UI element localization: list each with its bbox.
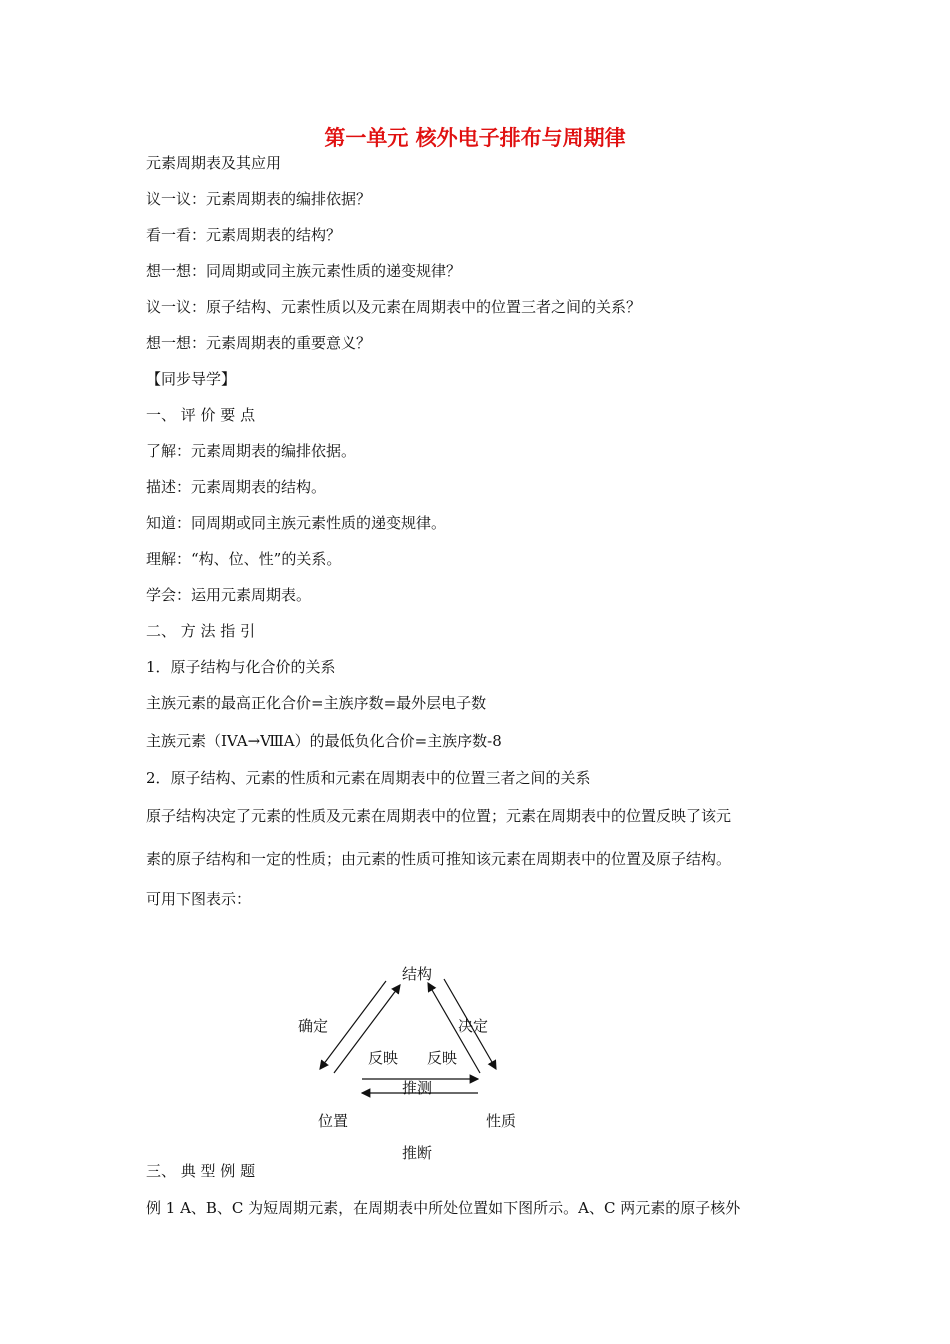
label-confirm: 确定: [298, 1017, 329, 1035]
body-line: 主族元素（IVA→ⅧA）的最低负化合价=主族序数-8: [146, 732, 502, 750]
label-structure: 结构: [402, 965, 433, 983]
objective-line: 理解：“构、位、性”的关系。: [146, 550, 342, 568]
label-infer: 推测: [402, 1079, 433, 1097]
objective-line: 知道：同周期或同主族元素性质的递变规律。: [146, 514, 447, 532]
paragraph-line: 原子结构决定了元素的性质及元素在周期表中的位置；元素在周期表中的位置反映了该元: [146, 807, 732, 825]
question-line: 看一看：元素周期表的结构？: [146, 226, 342, 244]
question-line: 想一想：同周期或同主族元素性质的递变规律？: [146, 262, 462, 280]
objective-line: 描述：元素周期表的结构。: [146, 478, 327, 496]
question-line: 议一议：原子结构、元素性质以及元素在周期表中的位置三者之间的关系？: [146, 298, 642, 316]
relationship-diagram: [280, 955, 540, 1165]
label-property: 性质: [486, 1112, 517, 1130]
diagram-arrows: [280, 955, 540, 1165]
numbered-heading: 1．原子结构与化合价的关系: [146, 658, 336, 676]
numbered-heading: 2．原子结构、元素的性质和元素在周期表中的位置三者之间的关系: [146, 769, 591, 787]
question-line: 想一想：元素周期表的重要意义？: [146, 334, 372, 352]
subsection-heading: 一、 评 价 要 点: [146, 406, 256, 424]
label-deduce: 推断: [402, 1144, 433, 1162]
label-reflect-left: 反映: [368, 1049, 399, 1067]
section-heading: 元素周期表及其应用: [146, 154, 282, 172]
page-title: 第一单元 核外电子排布与周期律: [324, 126, 626, 150]
label-reflect-right: 反映: [427, 1049, 458, 1067]
label-position: 位置: [318, 1112, 349, 1130]
body-line: 主族元素的最高正化合价=主族序数=最外层电子数: [146, 694, 487, 712]
example-line: 例 1 A、B、C 为短周期元素，在周期表中所处位置如下图所示。A、C 两元素的原子核外: [146, 1199, 741, 1217]
objective-line: 了解：元素周期表的编排依据。: [146, 442, 357, 460]
paragraph-line: 可用下图表示：: [146, 890, 252, 908]
subsection-heading: 二、 方 法 指 引: [146, 622, 256, 640]
objective-line: 学会：运用元素周期表。: [146, 586, 312, 604]
question-line: 议一议：元素周期表的编排依据？: [146, 190, 372, 208]
subsection-heading: 三、 典 型 例 题: [146, 1162, 256, 1180]
paragraph-line: 素的原子结构和一定的性质；由元素的性质可推知该元素在周期表中的位置及原子结构。: [146, 850, 732, 868]
section-heading: 【同步导学】: [146, 370, 237, 388]
label-decide: 决定: [458, 1017, 489, 1035]
